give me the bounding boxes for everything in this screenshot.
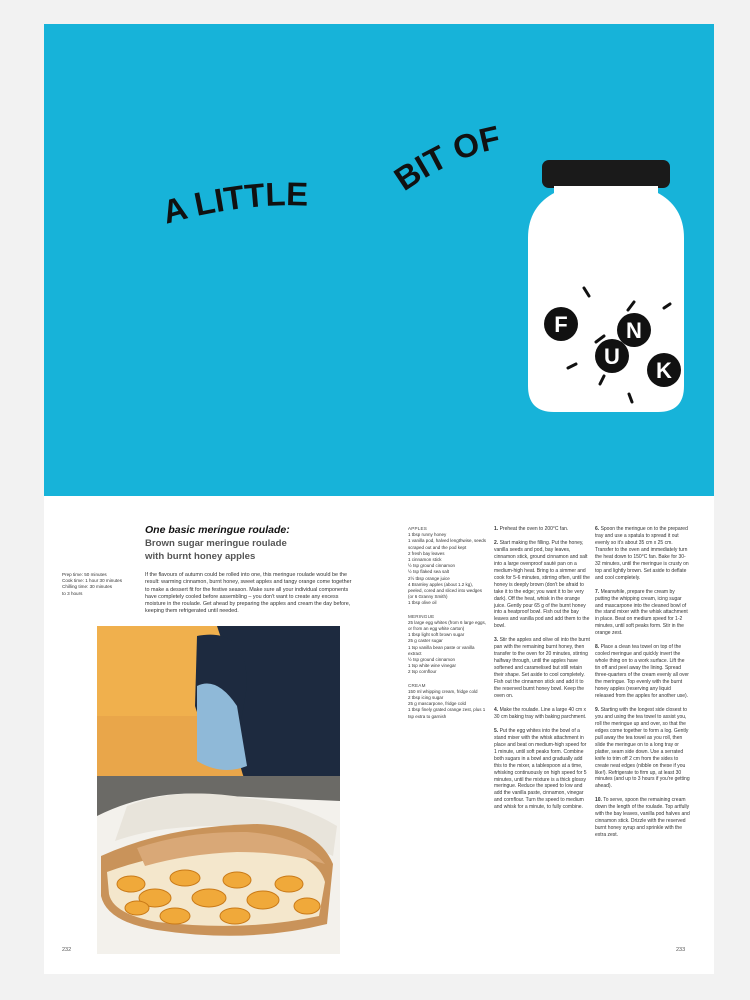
- step-number: 1.: [494, 526, 499, 532]
- ingredient-item: 1 tsp vanilla bean paste or vanilla extract: [408, 644, 475, 656]
- method-step: [494, 707, 590, 721]
- step-text: Start making the filling. Put the honey, vanilla seeds and pod, bay leaves, cinnamon stick, ground cinnamon and salt into a large ovenproof sauté pan on a medium-high heat. Bring to a simmer and cook for 5-6 minutes, stirring often, until the honey is deeply brown (don't be afraid to take it to the edge; you want it to be very dark). Off the heat, whisk in the orange juice. Gently pour 65 g of the burnt honey into a heatproof bowl. Fish out the bay leaves and vanilla pod and add them to the bowl.: [494, 539, 590, 630]
- method-step: [595, 526, 691, 582]
- ingredient-group-heading: MERINGUE: [408, 613, 435, 619]
- step-text: To serve, spoon the remaining cream down the length of the roulade. Top artfully with the bay leaves, vanilla pod halves and cinnamon stick. Drizzle with the reserved burnt honey syrup and sprinkle with the extra zest.: [595, 797, 690, 839]
- ingredient-item: ½ tsp ground cinnamon: [408, 657, 456, 663]
- ingredient-item: 1 tbsp light soft brown sugar: [408, 632, 465, 638]
- ingredient-item: 4 Bramley apples (about 1.2 kg), peeled, cored and sliced into wedges (or 6 Granny Smith): [408, 581, 483, 600]
- ingredient-item: 1 tbsp runny honey: [408, 532, 447, 538]
- step-number: 10.: [595, 797, 602, 804]
- svg-text:U: U: [604, 344, 620, 369]
- svg-text:K: K: [656, 358, 672, 383]
- timing-line: to 3 hours: [62, 590, 83, 596]
- jar-letter-k: [647, 353, 681, 387]
- svg-text:F: F: [554, 312, 568, 337]
- jar-letter-f: [544, 307, 578, 341]
- ingredients-list: [408, 526, 488, 720]
- hero-artwork: [44, 24, 714, 496]
- method-step: [595, 589, 691, 638]
- ingredient-item: 1 cinnamon stick: [408, 557, 442, 563]
- method-step: [494, 728, 590, 811]
- ingredient-item: 150 ml whipping cream, fridge cold: [408, 688, 478, 694]
- method-step: [494, 637, 590, 700]
- method-step: [494, 540, 590, 630]
- svg-text:N: N: [626, 318, 642, 343]
- recipe-subtitle-line-1: Brown sugar meringue roulade: [145, 538, 287, 549]
- recipe-timings: [62, 572, 140, 597]
- method-step: [494, 526, 590, 533]
- step-number: 6.: [595, 526, 600, 532]
- step-text: Spoon the meringue on to the prepared tray and use a spatula to spread it out evenly so it's about 35 cm x 25 cm. Transfer to the oven and immediately turn the heat down to 150°C fan. Bake for 30-32 minutes, until the meringue is crusty on top and lightly brown. Set aside to deflate and cool completely.: [595, 526, 689, 581]
- ingredient-item: 1 tbsp finely grated orange zest, plus 1 tsp extra to garnish: [408, 707, 486, 719]
- timing-line: Chilling time: 30 minutes: [62, 584, 113, 590]
- method-step: [595, 644, 691, 700]
- step-number: 8.: [595, 644, 600, 651]
- step-text: Place a clean tea towel on top of the cooled meringue and quickly invert the whole thing on to a work surface. Lift the tin off and peel away the lining. Spread three-quarters of the cream evenly all over the meringue. Top evenly with the burnt honey apples (reserving any liquid released from the apples for another use).: [595, 644, 689, 699]
- page-number-right: 233: [676, 947, 686, 953]
- step-text: Make the roulade. Line a large 40 cm x 30 cm baking tray with baking parchment.: [494, 706, 587, 720]
- step-text: Put the egg whites into the bowl of a stand mixer with the whisk attachment in place and beat on medium-high speed for 1 minute, until soft peaks form. Combine both sugars in a bowl and gradually add this to the mixer, a tablespoon at a time, whisking continuously on high speed for 5 minutes, until the mixture is a thick glossy meringue. Reduce the speed to low and add the vanilla paste, cinnamon, vinegar and cornflour. Turn the speed to medium and whisk for a minute, to fully combine.: [494, 727, 587, 811]
- method-step: [595, 797, 691, 839]
- timing-line: Cook time: 1 hour 30 minutes: [62, 578, 123, 584]
- roulade-photo: [97, 626, 340, 954]
- ingredient-item: 25 g mascarpone, fridge cold: [408, 701, 467, 707]
- ingredient-group-heading: CREAM: [408, 682, 426, 688]
- ingredient-item: 1 vanilla pod, halved lengthwise, seeds scraped out and the pod kept: [408, 538, 487, 550]
- recipe-title: One basic meringue roulade:: [145, 524, 290, 536]
- ingredient-item: 25 large egg whites (from 6 large eggs, or from an egg white carton): [408, 619, 487, 632]
- headline-word-1: A LITTLE: [158, 175, 309, 231]
- ingredient-item: 25 g caster sugar: [408, 638, 443, 644]
- step-number: 9.: [595, 706, 600, 713]
- step-text: Preheat the oven to 200°C fan.: [499, 526, 569, 532]
- step-number: 3.: [494, 637, 499, 644]
- jar-letter-u: [595, 339, 629, 373]
- method-column-2: [595, 526, 691, 846]
- ingredient-item: ½ tsp ground cinnamon: [408, 563, 456, 569]
- ingredient-item: 1 tsp white wine vinegar: [408, 663, 457, 669]
- jar-lid: [542, 160, 670, 188]
- ingredient-item: ½ tsp flaked sea salt: [408, 569, 450, 575]
- magazine-spread: [44, 24, 714, 974]
- step-number: 2.: [494, 539, 499, 546]
- jar-icon: [528, 160, 684, 412]
- timing-line: Prep time: 50 minutes: [62, 572, 107, 577]
- ingredient-item: 2 tbsp icing sugar: [408, 695, 444, 701]
- ingredient-group-heading: APPLES: [408, 526, 428, 531]
- jar-letter-n: [617, 313, 651, 347]
- page-number-left: 232: [62, 947, 72, 953]
- ingredient-item: 1 tbsp olive oil: [408, 600, 437, 606]
- step-number: 4.: [494, 706, 499, 713]
- method-step: [595, 707, 691, 790]
- step-number: 5.: [494, 727, 499, 734]
- ingredient-item: 2½ tbsp orange juice: [408, 575, 450, 581]
- ingredient-item: 2 tsp cornflour: [408, 669, 437, 675]
- ingredient-item: 2 fresh bay leaves: [408, 550, 445, 556]
- headline-word-2: BIT OF: [387, 118, 504, 198]
- step-text: Starting with the longest side closest to you and using the tea towel to assist you, roll the meringue up and over, so that the edges come together to form a log. Gently pull away the tea towel as you roll, then slide the meringue on to a long tray or platter, seam side down. Use a serrated knife to trim off 2 cm from the sides to create neat edges (nibble on these if you like!). Refrigerate to firm up, at least 30 minutes (and up to 3 hours if you're getting ahead).: [595, 706, 690, 790]
- recipe-title-block: [145, 524, 335, 563]
- recipe-subtitle-line-2: with burnt honey apples: [145, 551, 256, 562]
- step-number: 7.: [595, 588, 600, 595]
- hero-illustration: [44, 24, 714, 496]
- step-text: Meanwhile, prepare the cream by putting the whipping cream, icing sugar and mascarpone into the cleaned bowl of the stand mixer with the whisk attachment in place. Beat on medium speed for 1-2 minutes, until soft peaks form. Stir in the orange zest.: [595, 588, 688, 637]
- method-column-1: [494, 526, 590, 818]
- recipe-intro: If the flavours of autumn could be rolled into one, this meringue roulade would be the result: warming cinnamon, burnt honey, sweet apples and tangy orange come together to make a dessert fit for the festive season. Make sure all your individual components have completely cooled before assembling – you don't want to create any excess moisture in the roulade. Get ahead by preparing the apples and cream the day before, keeping them refrigerated until needed.: [145, 572, 352, 615]
- step-text: Stir the apples and olive oil into the burnt pan with the remaining burnt honey, then transfer to the oven for 20 minutes, stirring halfway through, until the apples have softened and caramelised but still retain their shape. Set aside to cool completely. Fish out the cinnamon stick and add it to the reserved burnt honey bowl. Keep the oven on.: [494, 637, 590, 699]
